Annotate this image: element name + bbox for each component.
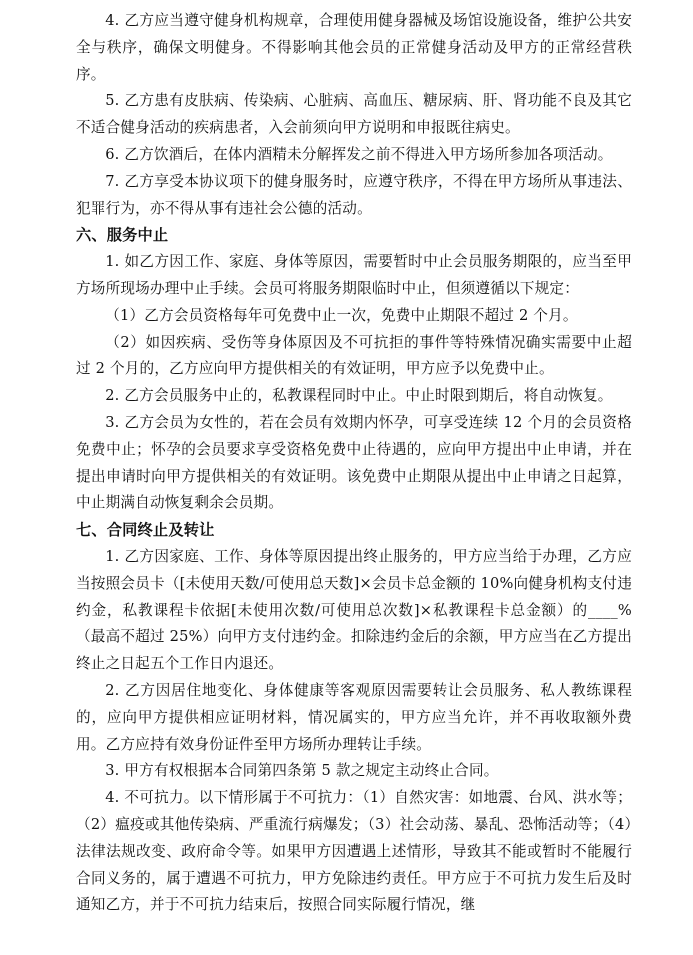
clause-7-4: 4. 不可抗力。以下情形属于不可抗力：（1）自然灾害：如地震、台风、洪水等；（2）瘟疫或其他传染病、严重流行病爆发；（3）社会动荡、暴乱、恐怖活动等；（4）法律法规改变、政府命令等。如果甲方因遭遇上述情形，导致其不能或暂时不能履行合同义务的，属于遭遇不可抗力，甲方免除违约责任。甲方应于不可抗力发生后及时通知乙方，并于不可抗力结束后，按照合同实际履行情况，继 <box>76 789 632 914</box>
clause-2-4: 4. 乙方应当遵守健身机构规章，合理使用健身器械及场馆设施设备，维护公共安全与秩序，确保文明健身。不得影响其他会员的正常健身活动及甲方的正常经营秩序。 <box>76 12 632 83</box>
clause-6-3: 3. 乙方会员为女性的，若在会员有效期内怀孕，可享受连续 12 个月的会员资格免费中止；怀孕的会员要求享受资格免费中止待遇的，应向甲方提出中止申请，并在提出申请时向甲方提供相关的有效证明。该免费中止期限从提出中止申请之日起算，中止期满自动恢复剩余会员期。 <box>76 413 632 512</box>
clause-7-2: 2. 乙方因居住地变化、身体健康等客观原因需要转让会员服务、私人教练课程的，应向甲方提供相应证明材料，情况属实的，甲方应当允许，并不再收取额外费用。乙方应持有效身份证件至甲方场所办理转让手续。 <box>76 681 632 753</box>
clause-6-1-sub1: （1）乙方会员资格每年可免费中止一次，免费中止期限不超过 2 个月。 <box>105 306 578 324</box>
clause-6-1: 1. 如乙方因工作、家庭、身体等原因，需要暂时中止会员服务期限的，应当至甲方场所现场办理中止手续。会员可将服务期限临时中止，但须遵循以下规定： <box>76 253 632 297</box>
clause-7-1: 1. 乙方因家庭、工作、身体等原因提出终止服务的，甲方应当给于办理，乙方应当按照会员卡（[未使用天数/可使用总天数]×会员卡总金额的 10%向健身机构支付违约金，私教课程卡依据[未使用次数/可使用总次数]×私教课程卡总金额）的____%（最高不超过 25%）向甲方支付违约金。扣除违约金后的余额，甲方应当在乙方提出终止之日起五个工作日内退还。 <box>76 547 632 673</box>
clause-6-1-sub2: （2）如因疾病、受伤等身体原因及不可抗拒的事件等特殊情况确实需要中止超过 2 个月的，乙方应向甲方提供相关的有效证明，甲方应予以免费中止。 <box>76 333 632 378</box>
clause-2-6: 6. 乙方饮酒后，在体内酒精未分解挥发之前不得进入甲方场所参加各项活动。 <box>105 145 613 163</box>
section-heading-6: 六、服务中止 <box>76 226 169 245</box>
clause-7-3: 3. 甲方有权根据本合同第四条第 5 款之规定主动终止合同。 <box>105 762 499 780</box>
document-body <box>76 8 632 919</box>
clause-2-5: 5. 乙方患有皮肤病、传染病、心脏病、高血压、糖尿病、肝、肾功能不良及其它不适合健身活动的疾病患者，入会前须向甲方说明和申报既往病史。 <box>76 92 632 137</box>
section-heading-7: 七、合同终止及转让 <box>76 521 215 540</box>
clause-6-2: 2. 乙方会员服务中止的，私教课程同时中止。中止时限到期后，将自动恢复。 <box>105 387 613 405</box>
clause-2-7: 7. 乙方享受本协议项下的健身服务时，应遵守秩序，不得在甲方场所从事违法、犯罪行为，亦不得从事有违社会公德的活动。 <box>76 172 632 217</box>
